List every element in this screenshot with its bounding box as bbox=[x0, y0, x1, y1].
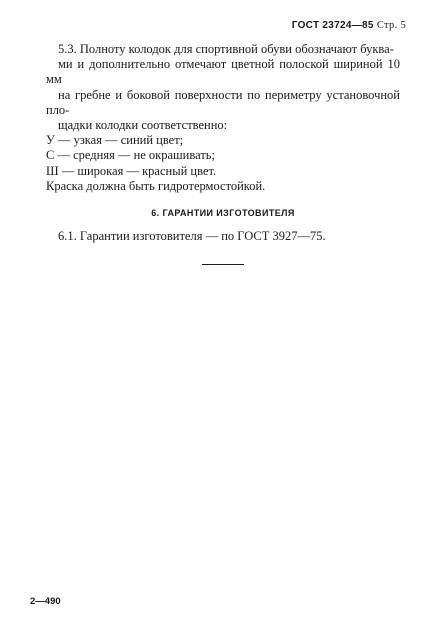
width-item-wide: Ш — широкая — красный цвет. bbox=[46, 163, 217, 178]
paragraph-5-3-line: щадки колодки соответственно: bbox=[58, 118, 228, 133]
width-item-medium: С — средняя — не окрашивать; bbox=[46, 148, 215, 163]
document-body bbox=[46, 42, 400, 265]
page-number: Стр. 5 bbox=[376, 20, 406, 31]
page-footer-code: 2—490 bbox=[30, 596, 61, 607]
paragraph-5-3 bbox=[46, 42, 400, 133]
paragraph-5-3-line: на гребне и боковой поверхности по периметру установочной пло- bbox=[46, 87, 400, 117]
paint-note: Краска должна быть гидротермостойкой. bbox=[46, 178, 266, 193]
page-header bbox=[292, 20, 406, 31]
paragraph-5-3-line: 5.3. Полноту колодок для спортивной обуви обозначают буква- bbox=[58, 42, 394, 56]
paragraph-6-1: 6.1. Гарантии изготовителя — по ГОСТ 3927—75. bbox=[58, 229, 326, 244]
section-6-heading: 6. ГАРАНТИИ ИЗГОТОВИТЕЛЯ bbox=[151, 208, 295, 219]
width-list bbox=[46, 133, 400, 179]
standard-number: ГОСТ 23724—85 bbox=[291, 20, 374, 31]
end-separator bbox=[202, 264, 244, 265]
width-item-narrow: У — узкая — синий цвет; bbox=[46, 133, 184, 148]
paragraph-5-3-line: ми и дополнительно отмечают цветной полоской шириной 10 мм bbox=[46, 57, 400, 87]
